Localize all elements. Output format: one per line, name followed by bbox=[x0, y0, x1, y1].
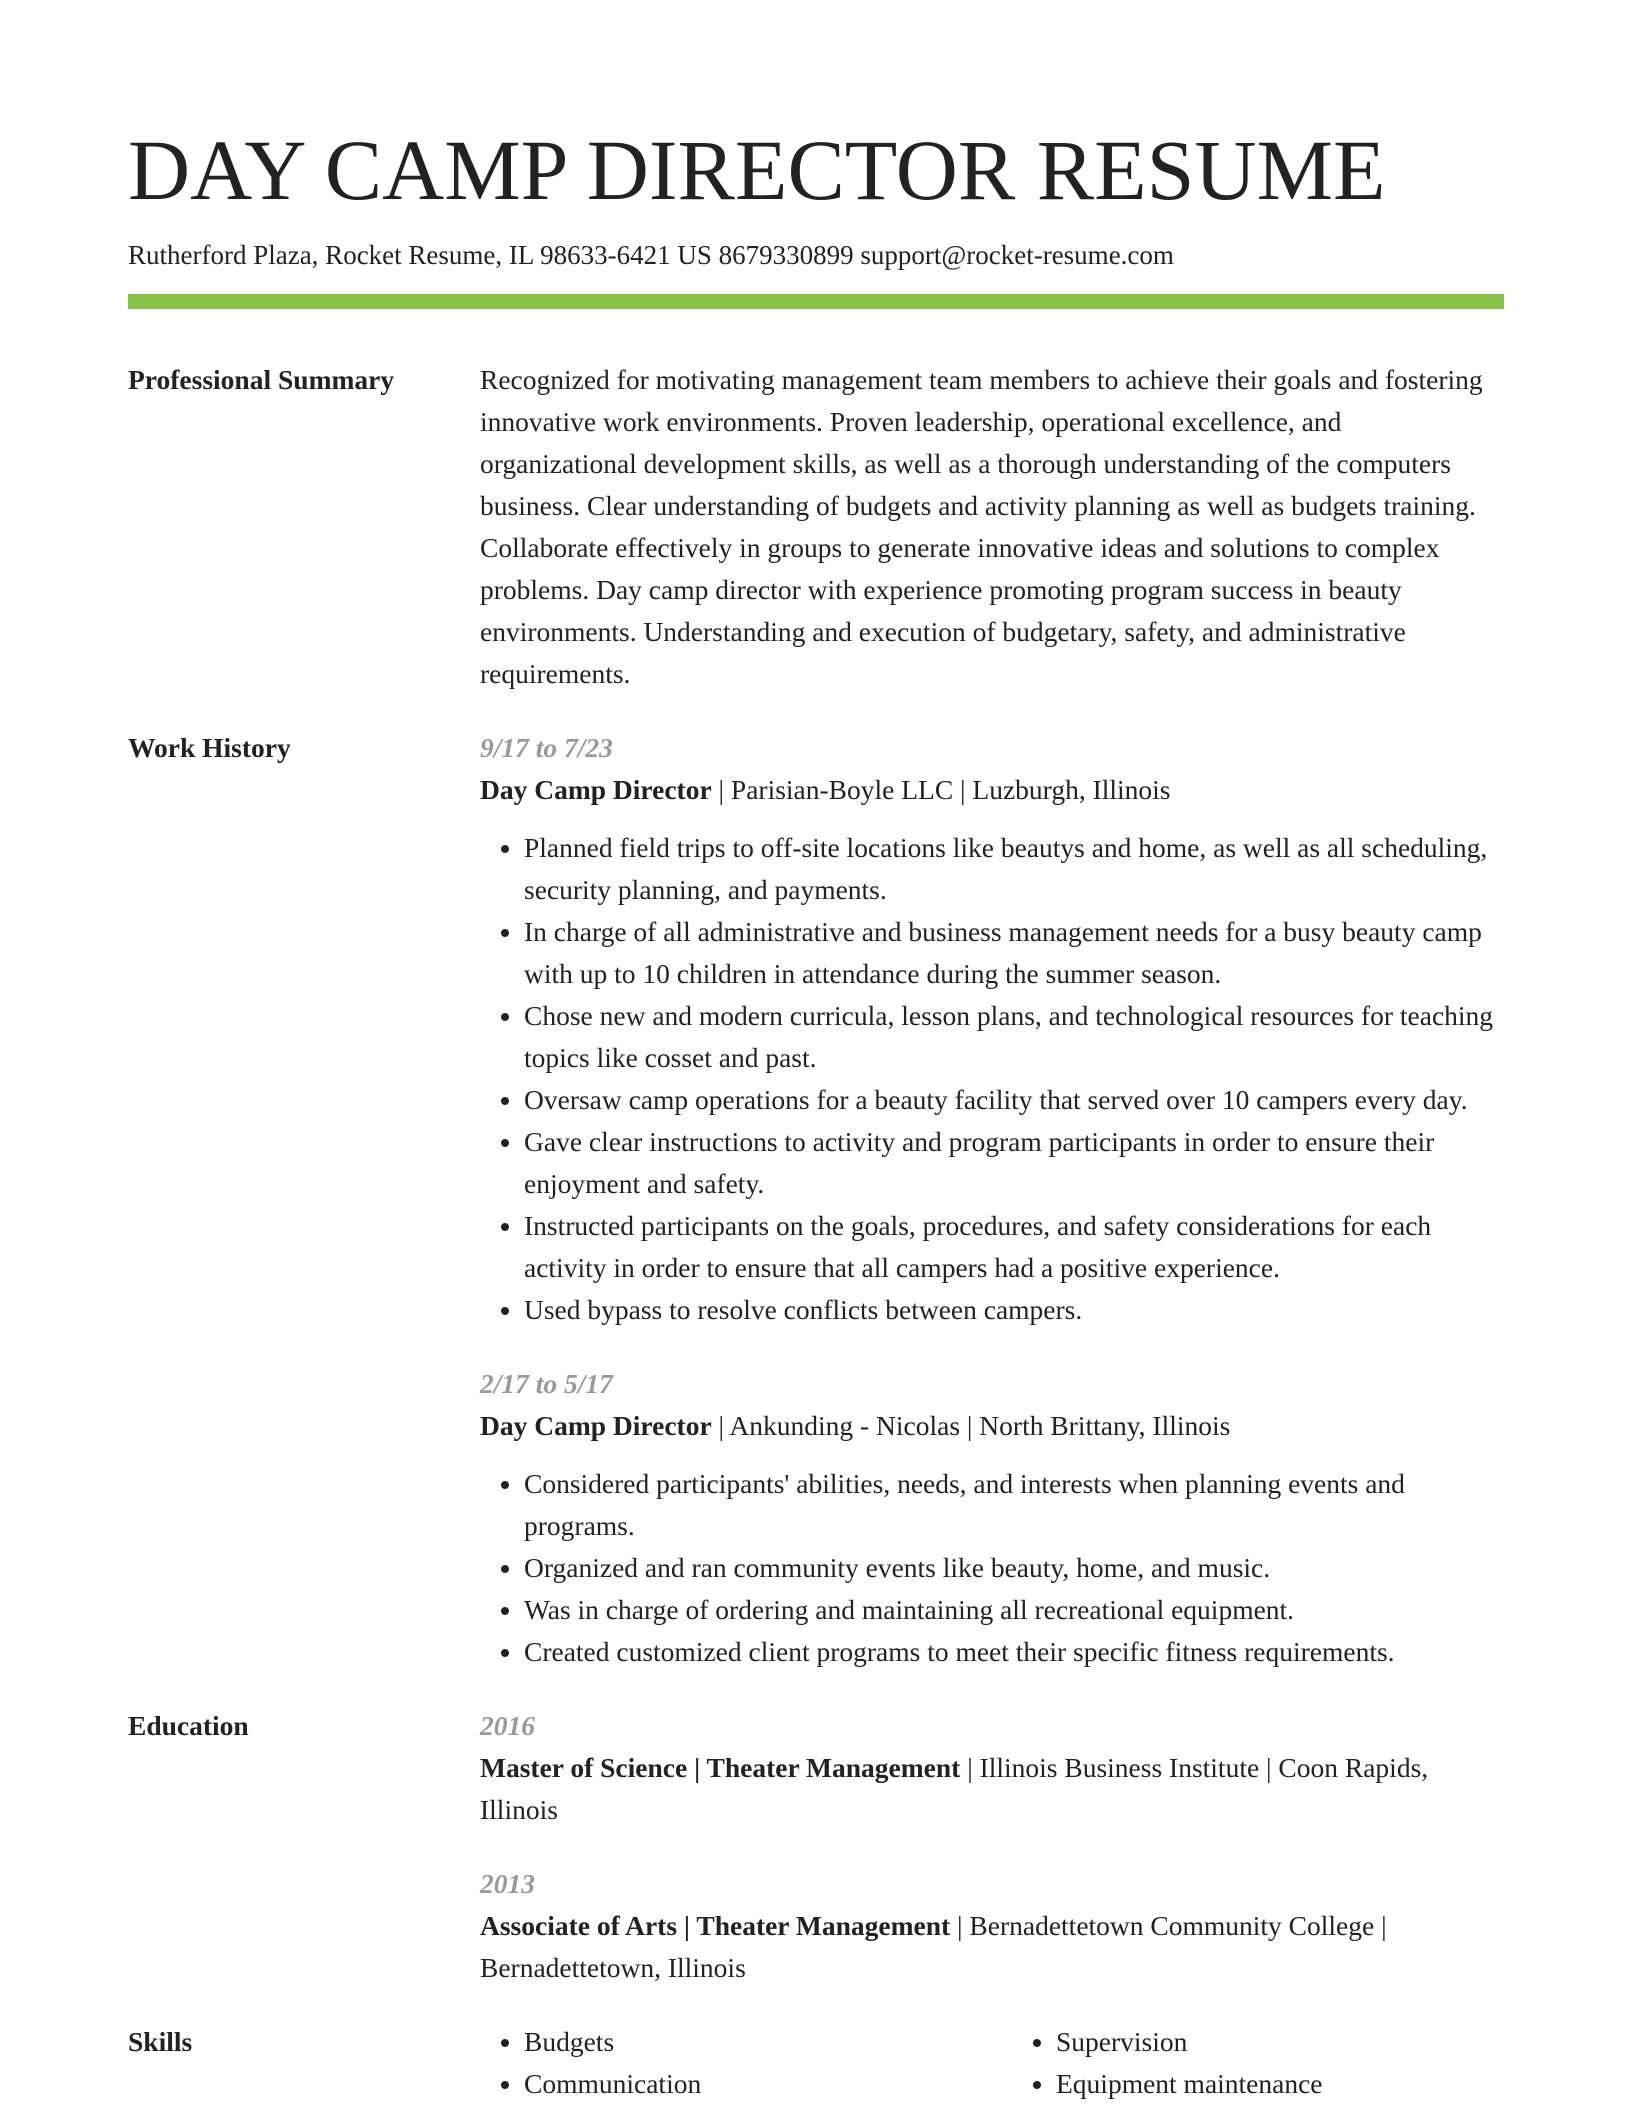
education-entry bbox=[480, 1705, 1504, 1831]
education-entry-details: | Bernadettetown Community College | Bernadettetown, Illinois bbox=[480, 1910, 1387, 1983]
list-item: • Budgets bbox=[524, 2021, 972, 2063]
education-body bbox=[480, 1705, 1504, 1989]
list-item: • Planned field trips to off-site locations like beautys and home, as well as all scheduling, security planning, and payments. bbox=[524, 827, 1504, 911]
summary-section bbox=[128, 359, 1504, 695]
work-entry-date: 2/17 to 5/17 bbox=[480, 1368, 613, 1399]
education-section bbox=[128, 1705, 1504, 1989]
skills-list-right bbox=[1012, 2021, 1504, 2105]
list-item: • Instructed participants on the goals, procedures, and safety considerations for each activity in order to ensure that all campers had a positive experience. bbox=[524, 1205, 1504, 1289]
work-entry-role bbox=[480, 1405, 1504, 1447]
list-item: • Supervision bbox=[1056, 2021, 1504, 2063]
education-entry-title: Associate of Arts | Theater Management bbox=[480, 1910, 951, 1941]
work-entry-bullets bbox=[480, 1463, 1504, 1673]
page-title: DAY CAMP DIRECTOR RESUME bbox=[128, 122, 1386, 218]
summary-text: Recognized for motivating management team members to achieve their goals and fostering innovative work environments. Proven leadership, operational excellence, and organizational development skills, as well as a thorough understanding of the computers business. Clear understanding of budgets and activity planning as well as budgets training. Collaborate effectively in groups to generate innovative ideas and solutions to complex problems. Day camp director with experience promoting program success in beauty environments. Understanding and execution of budgetary, safety, and administrative requirements. bbox=[480, 364, 1483, 689]
list-item: • Equipment maintenance bbox=[1056, 2063, 1504, 2105]
work-history-section bbox=[128, 727, 1504, 1673]
list-item: • Created customized client programs to meet their specific fitness requirements. bbox=[524, 1631, 1504, 1673]
skills-list-left bbox=[480, 2021, 972, 2105]
work-entry-details: | Parisian-Boyle LLC | Luzburgh, Illinois bbox=[711, 774, 1171, 805]
education-entry-date: 2013 bbox=[480, 1868, 535, 1899]
work-entry-title: Day Camp Director bbox=[480, 1410, 712, 1441]
work-entry bbox=[480, 1363, 1504, 1673]
contact-line: Rutherford Plaza, Rocket Resume, IL 98633-6421 US 8679330899 support@rocket-resume.com bbox=[128, 240, 1174, 270]
section-label-skills: Skills bbox=[128, 2026, 193, 2057]
list-item: • Chose new and modern curricula, lesson plans, and technological resources for teaching topics like cosset and past. bbox=[524, 995, 1504, 1079]
work-entry-role bbox=[480, 769, 1504, 811]
work-entry-title: Day Camp Director bbox=[480, 774, 712, 805]
section-label-work-history: Work History bbox=[128, 732, 291, 763]
list-item: • In charge of all administrative and business management needs for a busy beauty camp with up to 10 children in attendance during the summer season. bbox=[524, 911, 1504, 995]
work-entry-details: | Ankunding - Nicolas | North Brittany, Illinois bbox=[711, 1410, 1231, 1441]
education-entry-degree bbox=[480, 1747, 1504, 1831]
skills-grid bbox=[480, 2021, 1504, 2105]
list-item: • Gave clear instructions to activity and program participants in order to ensure their enjoyment and safety. bbox=[524, 1121, 1504, 1205]
work-entry-bullets bbox=[480, 827, 1504, 1331]
skills-section bbox=[128, 2021, 1504, 2105]
education-entry bbox=[480, 1863, 1504, 1989]
section-label-summary: Professional Summary bbox=[128, 364, 395, 395]
list-item: • Considered participants' abilities, needs, and interests when planning events and programs. bbox=[524, 1463, 1504, 1547]
education-entry-details: | Illinois Business Institute | Coon Rapids, Illinois bbox=[480, 1752, 1429, 1825]
header-divider bbox=[128, 294, 1504, 309]
education-entry-degree bbox=[480, 1905, 1504, 1989]
work-entry-date: 9/17 to 7/23 bbox=[480, 732, 613, 763]
list-item: • Communication bbox=[524, 2063, 972, 2105]
education-entry-title: Master of Science | Theater Management bbox=[480, 1752, 961, 1783]
skills-body bbox=[480, 2021, 1504, 2105]
work-entry bbox=[480, 727, 1504, 1331]
list-item: • Organized and ran community events like beauty, home, and music. bbox=[524, 1547, 1504, 1589]
list-item: • Oversaw camp operations for a beauty facility that served over 10 campers every day. bbox=[524, 1079, 1504, 1121]
education-entry-date: 2016 bbox=[480, 1710, 535, 1741]
section-label-education: Education bbox=[128, 1710, 249, 1741]
work-history-body bbox=[480, 727, 1504, 1673]
list-item: • Was in charge of ordering and maintaining all recreational equipment. bbox=[524, 1589, 1504, 1631]
list-item: • Used bypass to resolve conflicts between campers. bbox=[524, 1289, 1504, 1331]
summary-body bbox=[480, 359, 1504, 695]
